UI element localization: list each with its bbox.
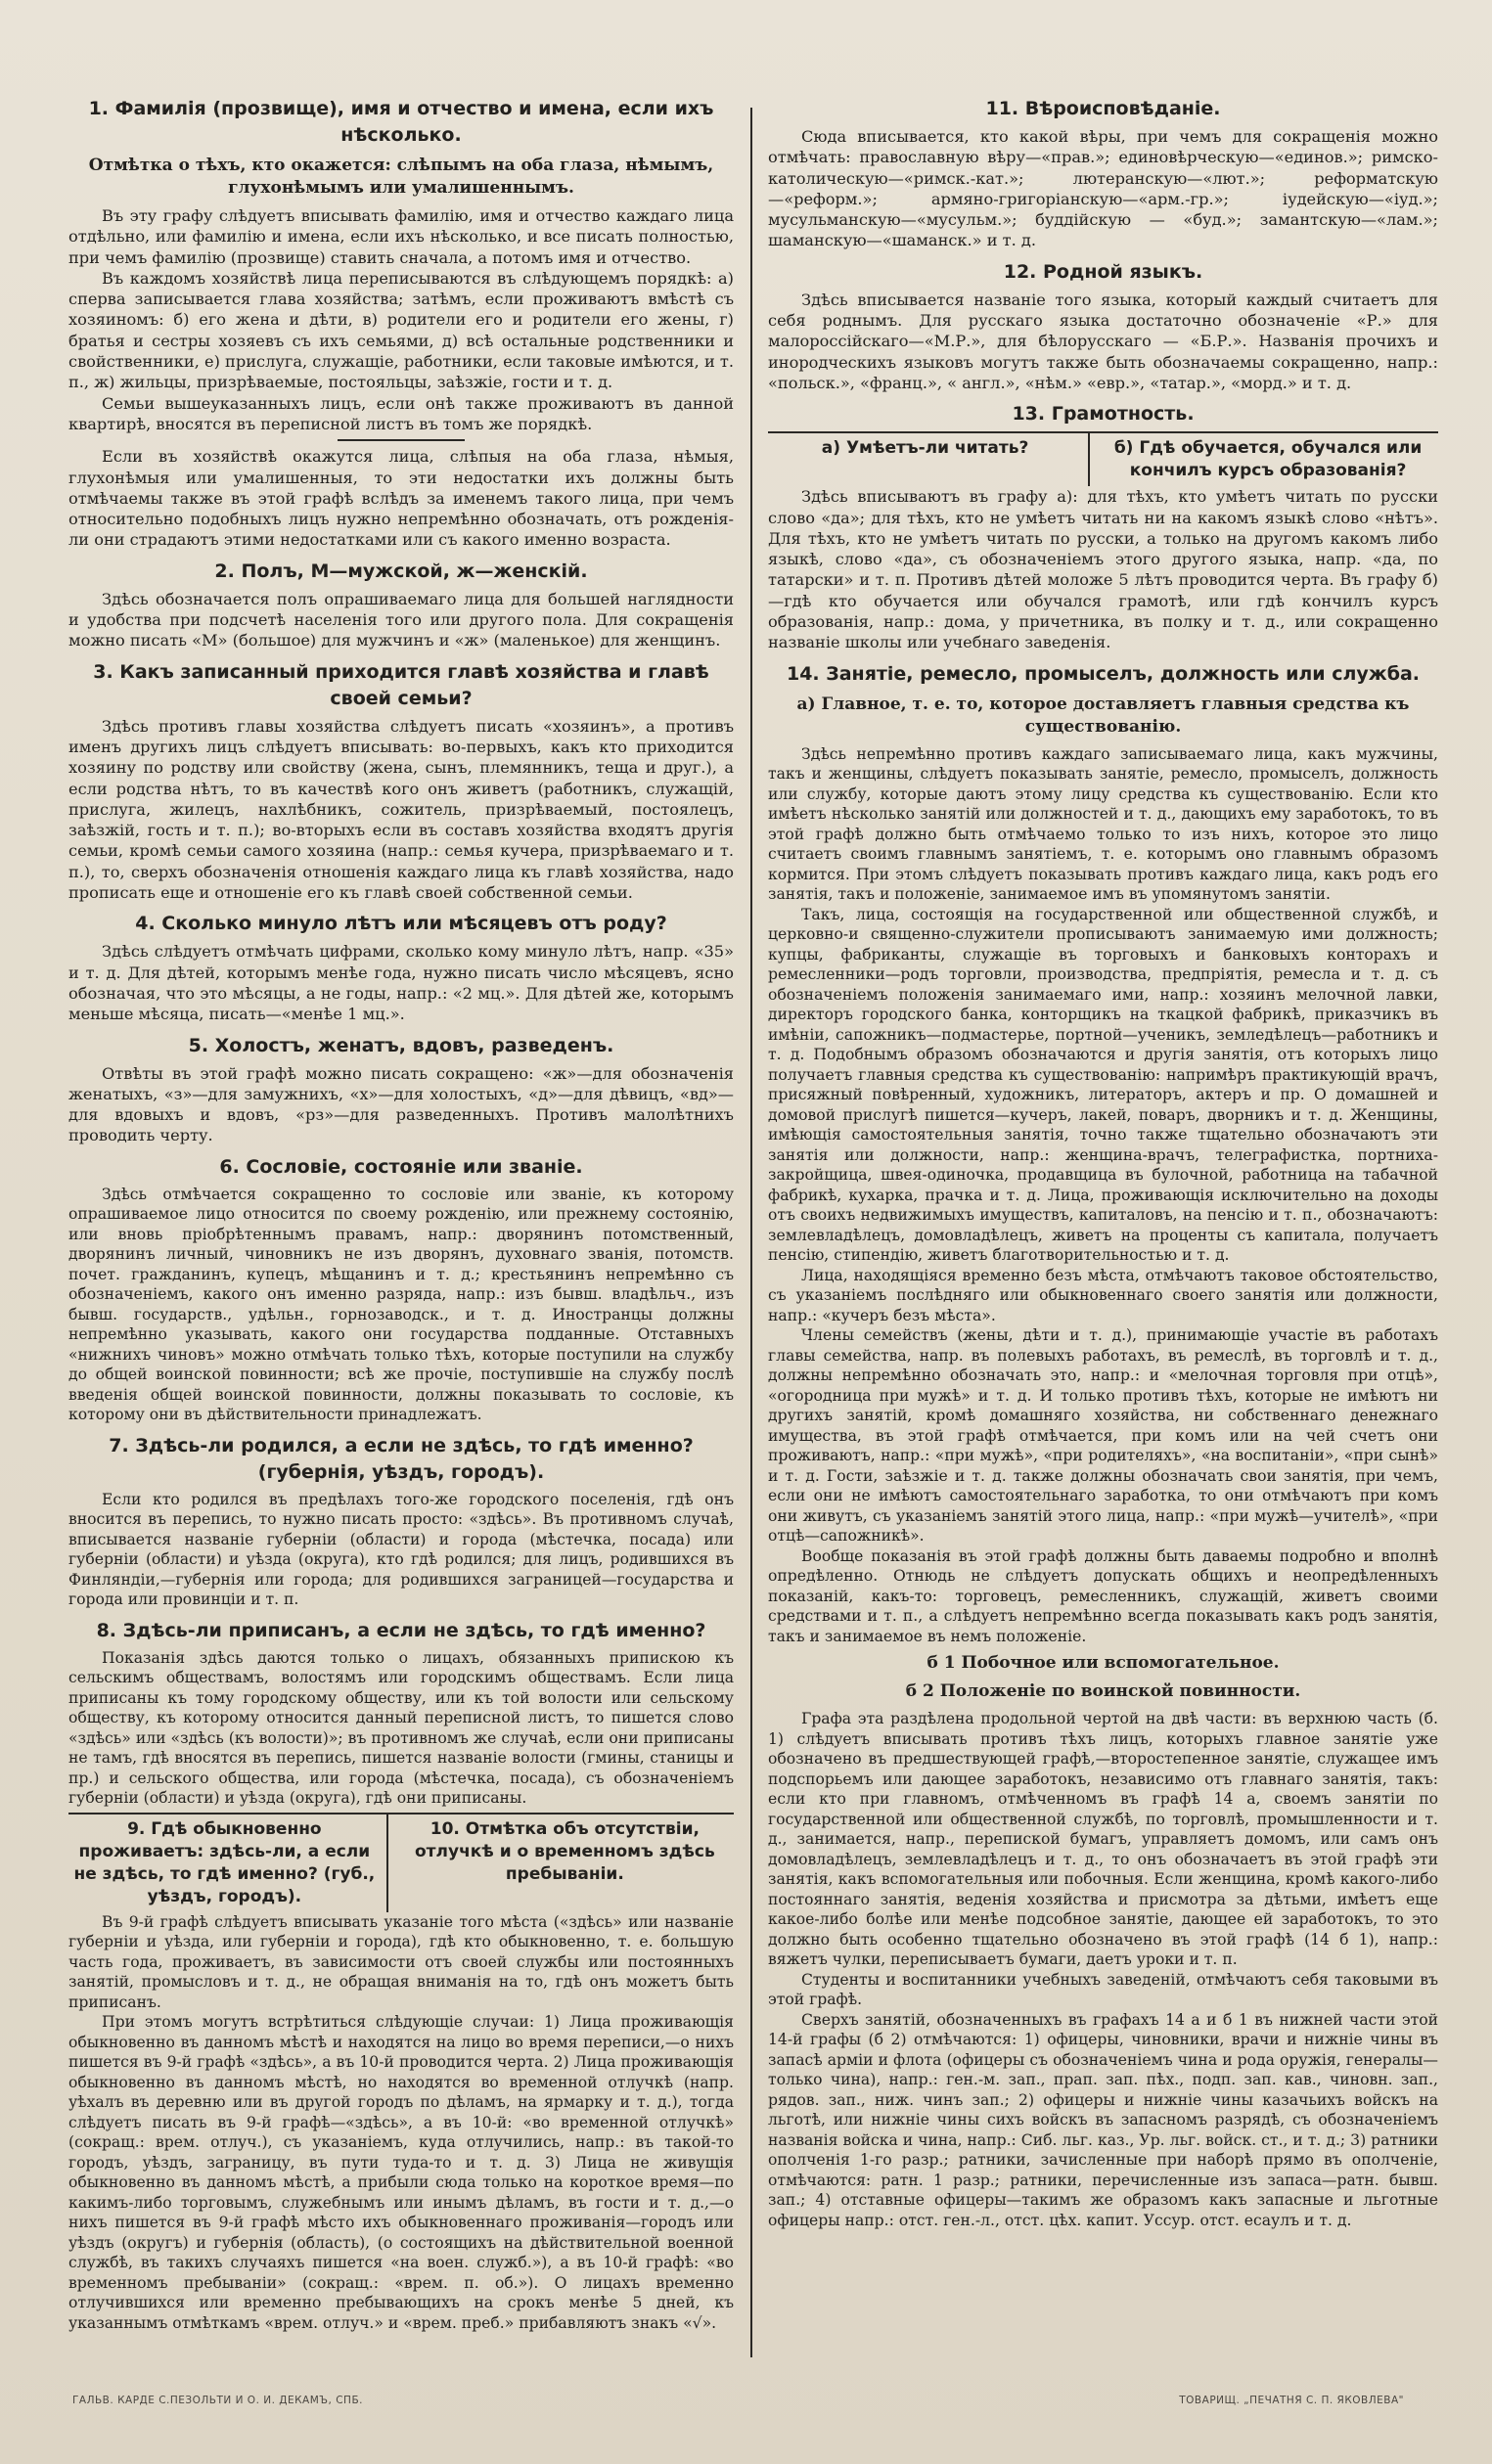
section-14-paragraph: Лица, находящіяся временно безъ мѣста, отмѣчаютъ таковое обстоятельство, съ указаніемъ послѣдняго или обыкновеннаго своего занятія или должности, напр.: «кучеръ безъ мѣста». — [768, 1266, 1438, 1324]
section-4-title: 4. Сколько минуло лѣтъ или мѣсяцевъ отъ роду? — [135, 913, 667, 935]
printer-imprint-right: ТОВАРИЩ. „ПЕЧАТНЯ С. П. ЯКОВЛЕВА" — [1179, 2395, 1404, 2406]
section-3-title: 3. Какъ записанный приходится главѣ хозяйства и главѣ своей семьи? — [93, 660, 709, 709]
section-14-paragraph: Такъ, лица, состоящія на государственной или общественной службѣ, и церковно-и священно-служители прописываютъ занимаемую ими должность; купцы, фабриканты, служащіе въ торговыхъ и банковыхъ конторахъ и ремесленники—родъ торговли, производства, предпріятія, ремесла и т. д. съ обозначеніемъ положенія занимаемаго ими, напр.: хозяинъ мелочной лавки, директоръ городского банка, конторщикъ на ткацкой фабрикѣ, приказчикъ въ имѣніи, сапожникъ—подмастерье, портной—ученикъ, земледѣлецъ—работникъ и т. д. Подобнымъ образомъ обозначаются и другія занятія, отъ которыхъ лицо получаетъ главныя средства къ существованію: напримѣръ практикующій врачъ, присяжный повѣренный, художникъ, литераторъ, актеръ и пр. О домашней и домовой прислугѣ пишется—кучеръ, лакей, поваръ, дворникъ и т. д. Женщины, имѣющія самостоятельныя занятія, точно также тщательно обозначаютъ эти занятія или должности, напр.: женщина-врачъ, телеграфистка, портниха-закройщица, швея-одиночка, продавщица въ булочной, работница на табачной фабрикѣ, кухарка, прачка и т. д. Лица, проживающія исключительно на доходы отъ своихъ недвижимыхъ имуществъ, капиталовъ, на пенсію и т. п., обозначаютъ: землевладѣлецъ, домовладѣлецъ, живетъ на проценты съ капитала, получаетъ пенсію, стипендію, живетъ благотворительностью и т. д. — [768, 905, 1438, 1265]
section-2-paragraph: Здѣсь обозначается полъ опрашиваемаго лица для большей наглядности и удобства при подсчетѣ населенія того или другого пола. Для сокращенія можно писать «М» (большое) для мужчинъ и «ж» (маленькое) для женщинъ. — [68, 589, 734, 650]
section-2-title: 2. Полъ, М—мужской, ж—женскій. — [214, 560, 588, 582]
section-13-title: 13. Грамотность. — [1012, 403, 1195, 426]
section-10-title: 10. Отмѣтка объ отсутствіи, отлучкѣ и о временномъ здѣсь пребываніи. — [415, 1818, 715, 1884]
section-1-subtitle: Отмѣтка о тѣхъ, кто окажется: слѣпымъ на оба глаза, нѣмымъ, глухонѣмымъ или умалишеннымъ. — [88, 156, 714, 198]
section-11-title: 11. Вѣроисповѣданіе. — [985, 98, 1221, 119]
section-6-title: 6. Сословіе, состояніе или званіе. — [219, 1155, 583, 1178]
section-8-title: 8. Здѣсь-ли приписанъ, а если не здѣсь, то гдѣ именно? — [96, 1619, 706, 1641]
section-6-paragraph: Здѣсь отмѣчается сокращенно то сословіе или званіе, къ которому опрашиваемое лицо относится по своему рожденію, или прежнему состоянію, или вновь пріобрѣтеннымъ правамъ, напр.: дворянинъ потомственный, дворянинъ личный, чиновникъ не изъ дворянъ, духовнаго званія, потомств. почет. гражданинъ, купецъ, мѣщанинъ и т. д.; крестьянинъ непремѣнно съ обозначеніемъ, какого онъ именно разряда, напр.: изъ бывш. владѣльч., изъ бывш. государств., удѣльн., горнозаводск., и т. д. Иностранцы должны непремѣнно указывать, какого они государства подданные. Отставныхъ «нижнихъ чиновъ» можно отмѣчать только тѣхъ, которые поступили на службу до общей воинской повинности; всѣ же прочіе, поступившіе на службу послѣ введенія общей воинской повинности, должны показывать то сословіе, къ которому они въ дѣйствительности принадлежатъ. — [68, 1185, 734, 1424]
printer-imprint-left: ГАЛЬВ. КАРДЕ С.ПЕЗОЛЬТИ И О. И. ДЕКАМЪ, СПБ. — [72, 2395, 363, 2406]
section-1-paragraph: Въ эту графу слѣдуетъ вписывать фамилію, имя и отчество каждаго лица отдѣльно, или фамилію и имена, если ихъ нѣсколько, и все писать полностью, при чемъ фамилію (прозвище) ставить сначала, а потомъ имя и отчество. — [68, 206, 734, 267]
section-13a-title: а) Умѣетъ-ли читать? — [821, 438, 1029, 459]
section-4-paragraph: Здѣсь слѣдуетъ отмѣчать цифрами, сколько кому минуло лѣтъ, напр. «35» и т. д. Для дѣтей, которымъ менѣе года, нужно писать число мѣсяцевъ, ясно обозначая, что это мѣсяцы, а не годы, напр.: «2 мц.». Для дѣтей же, которымъ меньше мѣсяца, писать—«менѣе 1 мц.». — [68, 942, 734, 1024]
section-7-paragraph: Если кто родился въ предѣлахъ того-же городского поселенія, гдѣ онъ вносится въ перепись, то нужно писать просто: «здѣсь». Въ противномъ случаѣ, вписывается названіе губерніи (области) и города (мѣстечка, посада) или губерніи (области) и уѣзда (округа), кто гдѣ родился; для лицъ, родившихся въ Финляндіи,—губернія или города; для родившихся заграницей—государства и города или провинціи и т. п. — [68, 1490, 734, 1609]
section-7-title: 7. Здѣсь-ли родился, а если не здѣсь, то гдѣ именно? (губернія, уѣздъ, городъ). — [109, 1434, 694, 1483]
divider-rule — [338, 439, 465, 441]
page-body — [68, 88, 1438, 2377]
section-14-paragraph: Члены семействъ (жены, дѣти и т. д.), принимающіе участіе въ работахъ главы семейства, напр. въ полевыхъ работахъ, въ ремеслѣ, въ торговлѣ и т. д., должны непремѣнно обозначать это, напр.: и «мелочная торговля при отцѣ», «огородница при мужѣ» и т. д. И только противъ тѣхъ, которые не имѣютъ ни другихъ занятій, кромѣ домашняго хозяйства, ни собственнаго денежнаго имущества, въ этой графѣ отмѣчается, при комъ или на чей счетъ они проживаютъ, напр.: «при мужѣ», «при родителяхъ», «на воспитаніи», «при сынѣ» и т. д. Гости, заѣзжіе и т. д. также должны обозначать свои занятія, при чемъ, если они не имѣютъ самостоятельнаго заработка, то они отмѣчаютъ при комъ они живутъ, съ указаніемъ занятій этого лица, напр.: «при мужѣ—учителѣ», «при отцѣ—сапожникѣ». — [768, 1326, 1438, 1546]
section-5-paragraph: Отвѣты въ этой графѣ можно писать сокращено: «ж»—для обозначенія женатыхъ, «з»—для замужнихъ, «х»—для холостыхъ, «д»—для дѣвицъ, «вд»—для вдовыхъ и вдовъ, «рз»—для разведенныхъ. Противъ малолѣтнихъ проводить черту. — [68, 1063, 734, 1145]
section-5-title: 5. Холостъ, женатъ, вдовъ, разведенъ. — [188, 1034, 614, 1056]
section-12-paragraph: Здѣсь вписывается названіе того языка, который каждый считаетъ для себя роднымъ. Для русскаго языка достаточно обозначеніе «Р.» для малороссійскаго—«М.Р.», для бѣлорусскаго — «Б.Р.». Названія прочихъ и инородческихъ языковъ могутъ также быть обозначаемы сокращенно, напр.: «польск.», «франц.», « англ.», «нѣм.» «евр.», «татар.», «морд.» и т. д. — [768, 290, 1438, 392]
section-11-paragraph: Сюда вписывается, кто какой вѣры, при чемъ для сокращенія можно отмѣчать: православную вѣру—«прав.»; единовѣрческую—«единов.»; римско-католическую—«римск.-кат.»; лютеранскую—«лют.»; реформатскую—«реформ.»; армяно-григоріанскую—«арм.-гр.»; іудейскую—«іуд.»; мусульманскую—«мусульм.»; буддійскую — «буд.»; замантскую—«лам.»; шаманскую—«шаманск.» и т. д. — [768, 127, 1438, 250]
section-14-paragraph: Вообще показанія въ этой графѣ должны быть даваемы подробно и вполнѣ опредѣленно. Отнюдь не слѣдуетъ допускать общихъ и неопредѣленныхъ показаній, какъ-то: торговецъ, ремесленникъ, служащій, живетъ своими средствами и т. п., а слѣдуетъ непремѣнно всегда показывать какъ родъ занятія, такъ и занимаемое въ немъ положеніе. — [768, 1546, 1438, 1645]
section-1-paragraph: Въ каждомъ хозяйствѣ лица переписываются въ слѣдующемъ порядкѣ: а) сперва записывается глава хозяйства; затѣмъ, если проживаютъ вмѣстѣ съ хозяиномъ: б) его жена и дѣти, в) родители его и родители его жены, г) братья и сестры хозяевъ съ ихъ семьями, д) всѣ остальные родственники и свойственники, е) прислуга, служащіе, работники, если таковые имѣются, и т. п., ж) жильцы, призрѣваемые, постояльцы, заѣзжіе, гости и т. д. — [68, 268, 734, 392]
section-9-10-header — [68, 1813, 734, 1912]
section-8-paragraph: Показанія здѣсь даются только о лицахъ, обязанныхъ припискою къ сельскимъ обществамъ, волостямъ или городскимъ обществамъ. Если лица приписаны къ тому городскому обществу, или къ той волости или сельскому обществу, къ которому относится данный переписной листъ, то пишется слово «здѣсь» или «здѣсь (къ волости)»; въ противномъ же случаѣ, если они приписаны не тамъ, гдѣ вносятся въ перепись, пишется названіе волости (гмины, станицы и пр.) и сельского общества, или города (мѣстечка, посада), съ обозначеніемъ губерніи (области) и уѣзда (округа), гдѣ они приписаны. — [68, 1648, 734, 1808]
section-14a-subtitle: а) Главное, т. е. то, которое доставляетъ главныя средства къ существованію. — [796, 694, 1410, 737]
section-9-title: 9. Гдѣ обыкновенно проживаетъ: здѣсь-ли, а если не здѣсь, то гдѣ именно? (губ., уѣздъ, городъ). — [73, 1818, 376, 1906]
section-14b1-title: б 1 Побочное или вспомогательное. — [927, 1653, 1280, 1674]
section-12-title: 12. Родной языкъ. — [1003, 260, 1203, 283]
right-column — [768, 88, 1438, 2230]
section-13b-title: б) Гдѣ обучается, обучался или кончилъ курсъ образованія? — [1113, 438, 1423, 481]
section-9-paragraph: Въ 9-й графѣ слѣдуетъ вписывать указаніе того мѣста («здѣсь» или названіе губерніи и уѣзда, или губерніи и города), гдѣ кто обыкновенно, т. е. большую часть года, проживаетъ, въ зависимости отъ своей службы или постоянныхъ занятій, промысловъ и т. д., не обращая вниманія на то, гдѣ онъ можетъ быть приписанъ. — [68, 1912, 734, 2011]
section-14b2-title: б 2 Положеніе по воинской повинности. — [905, 1681, 1301, 1702]
section-1-paragraph: Семьи вышеуказанныхъ лицъ, если онѣ также проживаютъ въ данной квартирѣ, вносятся въ переписной листъ въ томъ же порядкѣ. — [68, 393, 734, 433]
section-14-paragraph: Здѣсь непремѣнно противъ каждаго записываемаго лица, какъ мужчины, такъ и женщины, слѣдуетъ показывать занятіе, ремесло, промыселъ, должность или службу, которые даютъ этому лицу средства къ существованію. Если кто имѣетъ нѣсколько занятій или должностей и т. д., дающихъ ему заработокъ, то въ этой графѣ должно быть отмѣчаемо только то изъ нихъ, которое это лицо считаетъ своимъ главнымъ занятіемъ, т. е. которымъ оно главнымъ образомъ кормится. При этомъ слѣдуетъ показывать противъ каждаго лица, какъ родъ его занятія, такъ и положеніе, занимаемое имъ въ упомянутомъ занятіи. — [768, 744, 1438, 904]
column-divider — [750, 108, 752, 2357]
section-13-subheader — [768, 431, 1438, 486]
section-3-paragraph: Здѣсь противъ главы хозяйства слѣдуетъ писать «хозяинъ», а противъ именъ другихъ лицъ слѣдуетъ вписывать: во-первыхъ, какъ кто приходится хозяину по родству или свойству (жена, сынъ, племянникъ, теща и друг.), а если родства нѣтъ, то въ качествѣ кого онъ живетъ (работникъ, служащій, прислуга, жилецъ, нахлѣбникъ, сожитель, призрѣваемый, постоялецъ, заѣзжій, гость и т. п.); во-вторыхъ если въ составъ хозяйства входятъ другія семьи, кромѣ семьи самого хозяина (напр.: семья кучера, призрѣваемаго и т. п.), то, сверхъ обозначенія отношенія каждаго лица къ главѣ хозяйства, надо прописать еще и отношеніе его къ главѣ своей собственной семьи. — [68, 716, 734, 903]
section-14-title: 14. Занятіе, ремесло, промыселъ, должность или служба. — [786, 662, 1421, 685]
section-14-paragraph: Графа эта раздѣлена продольной чертой на двѣ части: въ верхнюю часть (б. 1) слѣдуетъ вписывать противъ тѣхъ лицъ, которыхъ главное занятіе уже обозначено въ предшествующей графѣ,—второстепенное занятіе, служащее имъ подспорьемъ или дающее заработокъ, независимо отъ главнаго занятія, такъ: если кто при главномъ, отмѣченномъ въ графѣ 14 а, своемъ занятіи по государственной или общественной службѣ, по торговлѣ, промышленности и т. д., занимается, напр., перепиской бумагъ, управляетъ домомъ, или самъ онъ домовладѣлецъ, землевладѣлецъ и т. д., то онъ обозначаетъ въ этой графѣ эти занятія, какъ вспомогательныя или побочныя. Если женщина, кромѣ какого-либо постояннаго занятія, веденія хозяйства и присмотра за дѣтьми, имѣетъ еще какое-либо болѣе или менѣе подсобное занятіе, дающее ей заработокъ, то это должно быть особенно тщательно обозначено въ этой графѣ (14 б 1), напр.: вяжетъ чулки, переписываетъ бумаги, даетъ уроки и т. п. — [768, 1710, 1438, 1969]
section-9-paragraph: При этомъ могутъ встрѣтиться слѣдующіе случаи: 1) Лица проживающія обыкновенно въ данномъ мѣстѣ и находятся на лицо во время переписи,—о нихъ пишется въ 9-й графѣ «здѣсь», а въ 10-й проводится черта. 2) Лица проживающія обыкновенно въ данномъ мѣстѣ, но находятся во временной отлучкѣ (напр. уѣхалъ въ деревню или въ другой городъ по дѣламъ, на ярмарку и т. д.), тогда слѣдуетъ писать въ 9-й графѣ—«здѣсь», а въ 10-й: «во временной отлучкѣ» (сокращ.: врем. отлуч.), съ указаніемъ, куда отлучились, напр.: въ такой-то городъ, уѣздъ, заграницу, въ пути туда-то и т. д. 3) Лица не живущія обыкновенно въ данномъ мѣстѣ, а прибыли сюда только на короткое время—по какимъ-либо торговымъ, служебнымъ или инымъ дѣламъ, въ гости и т. д.,—о нихъ пишется въ 9-й графѣ мѣсто ихъ обыкновеннаго проживанія—городъ или уѣздъ (округъ) и губернія (область), (о состоящихъ на дѣйствительной военной службѣ, въ такихъ случаяхъ пишется «на воен. служб.»), а въ 10-й графѣ: «во временномъ пребываніи» (сокращ.: «врем. п. об.»). О лицахъ временно отлучившихся или временно пребывающихъ на срокъ менѣе 5 дней, къ указаннымъ отмѣткамъ «врем. отлуч.» и «врем. преб.» прибавляютъ знакъ «√». — [68, 2013, 734, 2332]
left-column — [68, 88, 734, 2333]
section-13-paragraph: Здѣсь вписываютъ въ графу а): для тѣхъ, кто умѣетъ читать по русски слово «да»; для тѣхъ, кто не умѣетъ читать ни на какомъ языкѣ слово «нѣтъ». Для тѣхъ, кто не умѣетъ читать по русски, а только на другомъ какомъ либо языкѣ, слово «да», съ обозначеніемъ этого другого языка, напр. «да, по татарски» и т. п. Противъ дѣтей моложе 5 лѣтъ проводится черта. Въ графу б)—гдѣ кто обучается или обучался грамотѣ, или гдѣ кончилъ курсъ образованія, напр.: дома, у причетника, въ полку и т. д., или сокращенно названіе школы или учебнаго заведенія. — [768, 487, 1438, 652]
section-1-paragraph: Если въ хозяйствѣ окажутся лица, слѣпыя на оба глаза, нѣмыя, глухонѣмыя или умалишенныя, то эти недостатки ихъ должны быть отмѣчаемы также въ этой графѣ вслѣдъ за именемъ такого лица, при чемъ относительно подобныхъ лицъ нужно непремѣнно обозначать, отъ рожденія-ли они страдаютъ этими недостатками или съ какого именно возраста. — [68, 447, 734, 550]
section-14-paragraph: Сверхъ занятій, обозначенныхъ въ графахъ 14 а и б 1 въ нижней части этой 14-й графы (б 2) отмѣчаются: 1) офицеры, чиновники, врачи и нижніе чины въ запасѣ арміи и флота (офицеры съ обозначеніемъ чина и рода оружія, генералы—только чина), напр.: ген.-м. зап., прап. зап. пѣх., подп. зап. кав., чиновн. зап., рядов. зап., ниж. чинъ зап.; 2) офицеры и нижніе чины казачьихъ войскъ на льготѣ, или нижніе чины сихъ войскъ въ запасномъ разрядѣ, съ обозначеніемъ названія войска и чина, напр.: Сиб. льг. каз., Ур. льг. войск. ст., и т. д.; 3) ратники ополченія 1-го разр.; ратники, зачисленные при наборѣ прямо въ ополченіе, отмѣчаются: ратн. 1 разр.; ратники, перечисленные изъ запаса—ратн. бывш. зап.; 4) отставные офицеры—такимъ же образомъ какъ запасные и льготные офицеры напр.: отст. ген.-л., отст. цѣх. капит. Уссур. отст. есаулъ и т. д. — [768, 2010, 1438, 2229]
section-14-paragraph: Студенты и воспитанники учебныхъ заведеній, отмѣчаютъ себя таковыми въ этой графѣ. — [768, 1970, 1438, 2009]
section-1-title: 1. Фамилія (прозвище), имя и отчество и имена, если ихъ нѣсколько. — [88, 98, 714, 146]
